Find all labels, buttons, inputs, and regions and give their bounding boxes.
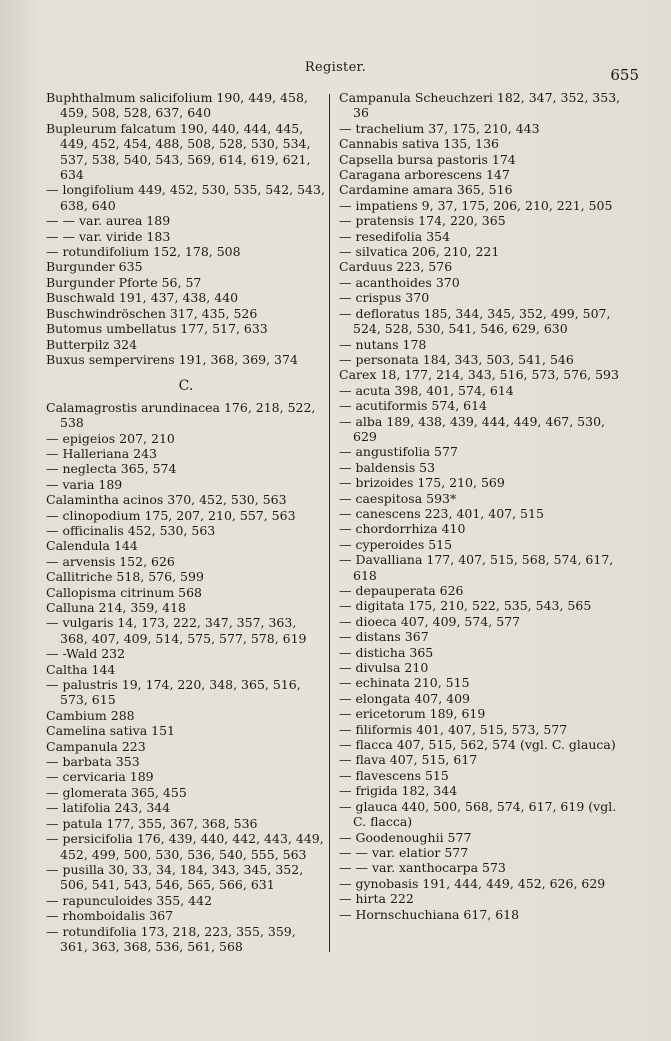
index-entry: Cardamine amara 365, 516 [339, 182, 513, 198]
index-entry: — silvatica 206, 210, 221 [339, 244, 500, 260]
index-entry: — trachelium 37, 175, 210, 443 [339, 120, 540, 136]
index-entry: Cannabis sativa 135, 136 [339, 136, 499, 152]
index-entry: — acuta 398, 401, 574, 614 [339, 382, 514, 398]
index-entry: — canescens 223, 401, 407, 515 [339, 505, 544, 521]
index-entry: — clinopodium 175, 207, 210, 557, 563 [46, 507, 296, 523]
index-entry: Carduus 223, 576 [339, 259, 453, 275]
index-entry: — elongata 407, 409 [339, 690, 471, 706]
index-entry: Calamagrostis arundinacea 176, 218, 522, 538 [46, 399, 316, 431]
index-entry: — varia 189 [46, 476, 123, 492]
index-entry: Cambium 288 [46, 707, 135, 723]
index-entry: — defloratus 185, 344, 345, 352, 499, 507, 524, 528, 530, 541, 546, 629, 630 [339, 305, 611, 337]
index-entry: Buxus sempervirens 191, 368, 369, 374 [46, 351, 298, 367]
index-entry: — depauperata 626 [339, 583, 464, 598]
index-entry: — disticha 365 [339, 644, 434, 660]
index-entry: — hirta 222 [339, 891, 414, 907]
index-entry: — palustris 19, 174, 220, 348, 365, 516, 573, 615 [46, 677, 301, 708]
index-entry: — Goodenoughii 577 [339, 829, 472, 845]
index-entry: — resedifolia 354 [339, 228, 451, 244]
index-entry: — rapunculoides 355, 442 [46, 892, 213, 908]
index-entry: — -Wald 232 [46, 646, 126, 662]
index-entry: — vulgaris 14, 173, 222, 347, 357, 363, 368, 407, 409, 514, 575, 577, 578, 619 [46, 615, 307, 646]
index-entry: — patula 177, 355, 367, 368, 536 [46, 815, 258, 831]
index-entry: Campanula 223 [46, 738, 146, 754]
index-entry: Callopisma citrinum 568 [46, 584, 203, 600]
index-group-c [46, 400, 326, 955]
index-entry: — alba 189, 438, 439, 444, 449, 467, 530, 629 [339, 413, 606, 444]
index-entry: — crispus 370 [339, 290, 430, 306]
index-entry: — brizoides 175, 210, 569 [339, 475, 505, 491]
index-entry: — baldensis 53 [339, 459, 436, 475]
index-entry: — arvensis 152, 626 [46, 553, 175, 569]
index-entry: — barbata 353 [46, 754, 140, 770]
index-entry: — glomerata 365, 455 [46, 784, 187, 800]
index-entry: — pratensis 174, 220, 365 [339, 213, 506, 229]
index-entry: — distans 367 [339, 629, 429, 645]
index-entry: Buschwindröschen 317, 435, 526 [46, 305, 258, 321]
index-entry: Bupleurum falcatum 190, 440, 444, 445, 449, 452, 454, 488, 508, 528, 530, 534, 537, 538, 540, 543, 569, 614, 619, 621, 634 [46, 120, 311, 183]
index-entry: — acutiformis 574, 614 [339, 398, 488, 414]
index-entry: — ericetorum 189, 619 [339, 706, 486, 722]
index-entry: Calamintha acinos 370, 452, 530, 563 [46, 492, 287, 508]
index-entry: — personata 184, 343, 503, 541, 546 [339, 351, 574, 367]
index-entry: — neglecta 365, 574 [46, 461, 177, 477]
index-entry: — rotundifolium 152, 178, 508 [46, 244, 241, 260]
index-entry: — chordorrhiza 410 [339, 521, 466, 537]
index-group-b [46, 90, 326, 367]
index-entry: — acanthoides 370 [339, 274, 460, 290]
index-entry: Butomus umbellatus 177, 517, 633 [46, 321, 268, 337]
index-entry: — frigida 182, 344 [339, 783, 458, 799]
index-entry: — — var. aurea 189 [46, 213, 171, 229]
index-entry: Caragana arborescens 147 [339, 167, 510, 183]
index-entry: Capsella bursa pastoris 174 [339, 151, 516, 167]
index-entry: Campanula Scheuchzeri 182, 347, 352, 353, 36 [339, 90, 621, 121]
index-entry: Burgunder 635 [46, 259, 143, 275]
index-entry: — Hornschuchiana 617, 618 [339, 906, 520, 922]
index-entry: Calendula 144 [46, 538, 138, 554]
index-entry: — gynobasis 191, 444, 449, 452, 626, 629 [339, 875, 606, 891]
index-entry: — — var. elatior 577 [339, 844, 469, 860]
index-entry: Calluna 214, 359, 418 [46, 600, 187, 615]
index-entry: — cyperoides 515 [339, 536, 453, 552]
left-column [46, 90, 326, 954]
index-entry: Carex 18, 177, 214, 343, 516, 573, 576, 593 [339, 367, 619, 383]
index-entry: — digitata 175, 210, 522, 535, 543, 565 [339, 598, 592, 614]
index-entry: — — var. viride 183 [46, 228, 171, 244]
index-entry: Caltha 144 [46, 661, 116, 677]
index-entry: — rhomboidalis 367 [46, 908, 174, 924]
index-entry: — nutans 178 [339, 336, 427, 352]
index-entry: — longifolium 449, 452, 530, 535, 542, 543, 638, 640 [46, 182, 325, 213]
right-column [333, 90, 631, 922]
index-entry: — officinalis 452, 530, 563 [46, 522, 216, 538]
index-entry: — rotundifolia 173, 218, 223, 355, 359, 361, 363, 368, 536, 561, 568 [46, 923, 296, 954]
index-entry: Butterpilz 324 [46, 336, 138, 352]
index-entry: — latifolia 243, 344 [46, 800, 171, 816]
index-entry: — divulsa 210 [339, 660, 429, 676]
index-entry: Callitriche 518, 576, 599 [46, 569, 204, 585]
index-entry: — flavescens 515 [339, 767, 449, 783]
index-entry: — epigeios 207, 210 [46, 430, 175, 446]
running-title: Register. [304, 60, 367, 75]
index-entry: — caespitosa 593* [339, 490, 457, 506]
index-entry: — flacca 407, 515, 562, 574 (vgl. C. glauca) [339, 737, 616, 753]
section-heading-c: C. [178, 378, 194, 395]
index-entry: — Halleriana 243 [46, 445, 157, 461]
index-entry: — angustifolia 577 [339, 444, 458, 460]
index-entry: — impatiens 9, 37, 175, 206, 210, 221, 505 [339, 197, 613, 213]
index-entry: — echinata 210, 515 [339, 675, 470, 691]
index-entry: — pusilla 30, 33, 34, 184, 343, 345, 352, 506, 541, 543, 546, 565, 566, 631 [46, 861, 304, 893]
page-header [0, 56, 671, 86]
index-entry: — — var. xanthocarpa 573 [339, 860, 506, 876]
index-group-c-continued [339, 90, 631, 922]
index-entry: — persicifolia 176, 439, 440, 442, 443, 449, 452, 499, 500, 530, 536, 540, 555, 563 [46, 831, 324, 862]
index-entry: — filiformis 401, 407, 515, 573, 577 [339, 721, 568, 737]
page-number: 655 [610, 66, 639, 84]
index-entry: Camelina sativa 151 [46, 723, 175, 739]
index-entry: — cervicaria 189 [46, 769, 154, 785]
index-entry: — Davalliana 177, 407, 515, 568, 574, 617, 618 [339, 552, 614, 583]
index-entry: Buphthalmum salicifolium 190, 449, 458, 459, 508, 528, 637, 640 [46, 90, 308, 121]
index-entry: Buschwald 191, 437, 438, 440 [46, 290, 239, 306]
index-entry: Burgunder Pforte 56, 57 [46, 274, 202, 290]
index-entry: — dioeca 407, 409, 574, 577 [339, 613, 521, 629]
index-entry: — glauca 440, 500, 568, 574, 617, 619 (vgl. C. flacca) [339, 798, 617, 830]
column-divider [329, 94, 330, 952]
index-entry: — flava 407, 515, 617 [339, 752, 478, 768]
